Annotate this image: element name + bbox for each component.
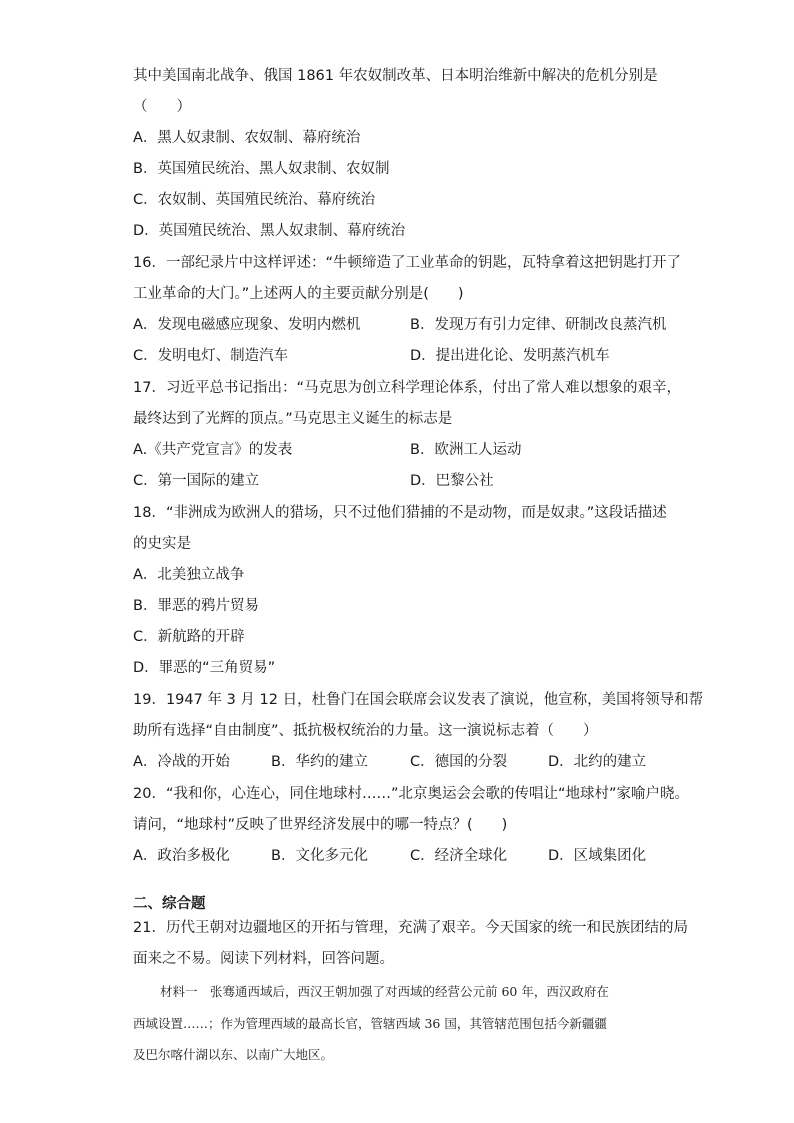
- q15-stem-line1: 其中美国南北战争、俄国 1861 年农奴制改革、日本明治维新中解决的危机分别是: [133, 68, 658, 84]
- material-1-line2: 西域设置……；作为管理西域的最高长官，管辖西域 36 国，其管辖范围包括今新疆疆: [133, 1016, 607, 1031]
- q15-option-b: B．英国殖民统治、黑人奴隶制、农奴制: [133, 161, 390, 177]
- q16-option-a: A．发现电磁感应现象、发明内燃机: [133, 317, 361, 333]
- q16-stem-line1: 16．一部纪录片中这样评述：“牛顿缔造了工业革命的钥匙，瓦特拿着这把钥匙打开了: [133, 255, 681, 271]
- q16-stem-line2: 工业革命的大门。”上述两人的主要贡献分别是( ): [133, 286, 464, 302]
- q17-option-a: A.《共产党宣言》的发表: [133, 442, 293, 458]
- q17-stem-line2: 最终达到了光辉的顶点。”马克思主义诞生的标志是: [133, 411, 453, 427]
- q15-option-c: C．农奴制、英国殖民统治、幕府统治: [133, 192, 376, 208]
- q17-option-c: C．第一国际的建立: [133, 473, 260, 489]
- q15-stem-line2: （ ）: [133, 99, 191, 115]
- q18-option-b: B．罪恶的鸦片贸易: [133, 598, 259, 614]
- q21-stem-line2: 面来之不易。阅读下列材料，回答问题。: [133, 951, 394, 967]
- q16-option-b: B．发现万有引力定律、研制改良蒸汽机: [410, 317, 667, 333]
- q20-option-b: B．文化多元化: [271, 848, 368, 864]
- q16-option-c: C．发明电灯、制造汽车: [133, 348, 289, 364]
- q19-stem-line1: 19．1947 年 3 月 12 日，杜鲁门在国会联席会议发表了演说，他宣称，美国将领导和帮: [133, 692, 704, 708]
- section-title: 二、综合题: [133, 896, 206, 912]
- q20-stem-line2: 请问，“地球村”反映了世界经济发展中的哪一特点？( ): [133, 817, 508, 833]
- q20-option-a: A．政治多极化: [133, 848, 230, 864]
- q15-option-a: A．黑人奴隶制、农奴制、幕府统治: [133, 130, 361, 146]
- q17-option-d: D．巴黎公社: [410, 473, 494, 489]
- q18-stem-line2: 的史实是: [133, 536, 191, 552]
- q17-stem-line1: 17．习近平总书记指出：“马克思为创立科学理论体系，付出了常人难以想象的艰辛，: [133, 380, 681, 396]
- q20-option-c: C．经济全球化: [410, 848, 508, 864]
- q15-option-d: D．英国殖民统治、黑人奴隶制、幕府统治: [133, 223, 406, 239]
- q17-option-b: B．欧洲工人运动: [410, 442, 522, 458]
- q20-stem-line1: 20．“我和你，心连心，同住地球村……”北京奥运会会歌的传唱让“地球村”家喻户晓。: [133, 786, 689, 802]
- q21-stem-line1: 21．历代王朝对边疆地区的开拓与管理，充满了艰辛。今天国家的统一和民族团结的局: [133, 920, 688, 936]
- q19-option-a: A．冷战的开始: [133, 754, 230, 770]
- q19-stem-line2: 助所有选择“自由制度”、抵抗极权统治的力量。这一演说标志着（ ）: [133, 723, 598, 739]
- q18-option-a: A．北美独立战争: [133, 567, 245, 583]
- q19-option-c: C．德国的分裂: [410, 754, 508, 770]
- q19-option-d: D．北约的建立: [548, 754, 647, 770]
- q18-stem-line1: 18．“非洲成为欧洲人的猎场，只不过他们猎捕的不是动物，而是奴隶。”这段话描述: [133, 505, 667, 521]
- q18-option-c: C．新航路的开辟: [133, 629, 245, 645]
- material-1-line1: 材料一 张骞通西域后，西汉王朝加强了对西域的经营公元前 60 年，西汉政府在: [160, 984, 609, 999]
- material-1-line3: 及巴尔喀什湖以东、以南广大地区。: [133, 1047, 334, 1062]
- q18-option-d: D．罪恶的“三角贸易”: [133, 660, 276, 676]
- q20-option-d: D．区域集团化: [548, 848, 647, 864]
- q19-option-b: B．华约的建立: [271, 754, 368, 770]
- q16-option-d: D．提出进化论、发明蒸汽机车: [410, 348, 610, 364]
